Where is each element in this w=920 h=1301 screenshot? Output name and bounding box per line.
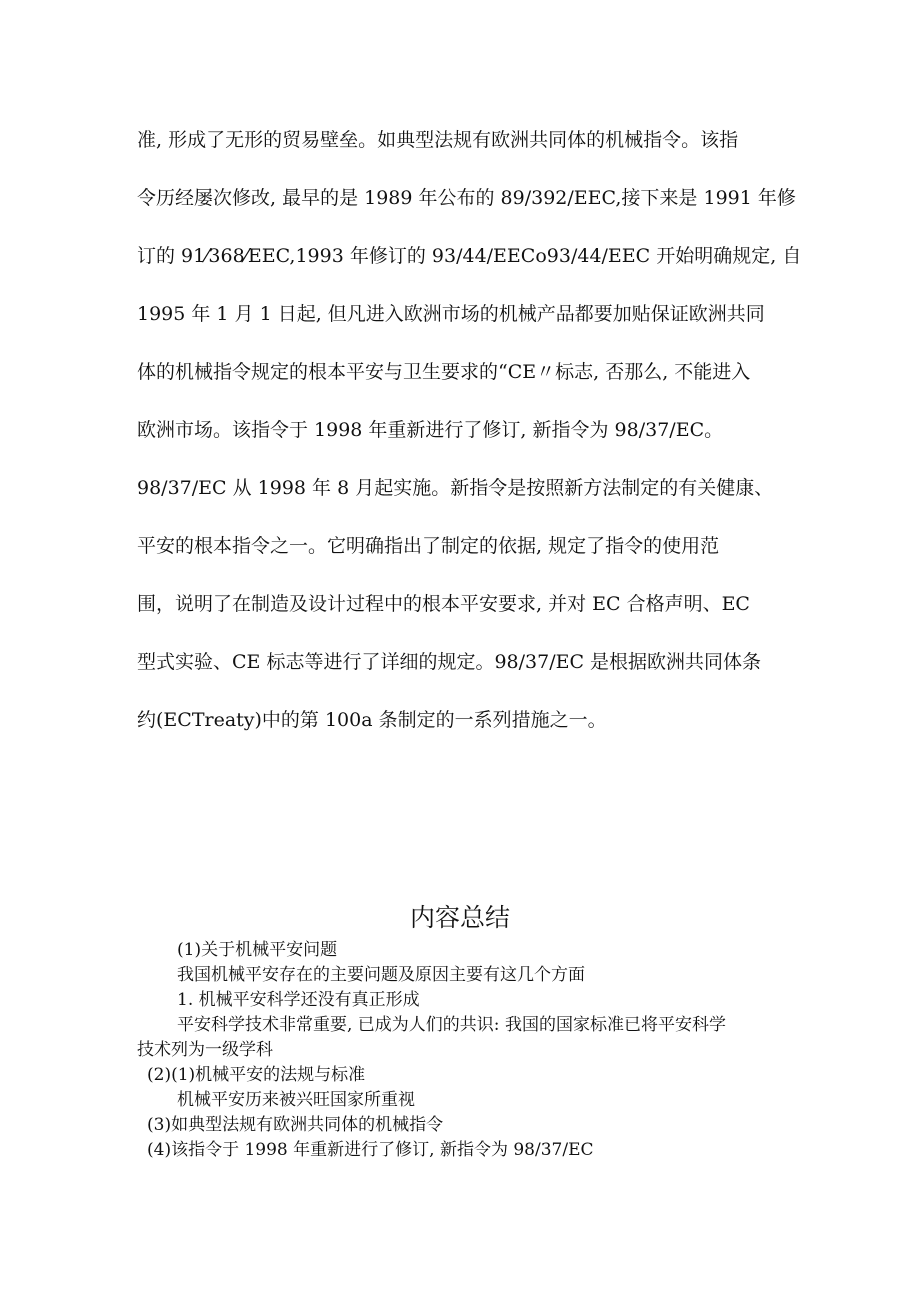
summary-item: 技术列为一级学科	[137, 1040, 273, 1060]
summary-section	[137, 938, 787, 1163]
body-line: 约(ECTreaty)中的第 100a 条制定的一系列措施之一。	[137, 709, 607, 731]
body-paragraph	[137, 118, 802, 756]
body-line: 令历经屡次修改, 最早的是 1989 年公布的 89/392/EEC,接下来是 1991 年修	[137, 187, 796, 209]
body-line: 型式实验、CE 标志等进行了详细的规定。98/37/EC 是根据欧洲共同体条	[137, 651, 762, 673]
body-line: 平安的根本指令之一。它明确指出了制定的依据, 规定了指令的使用范	[137, 535, 720, 557]
body-line: 1995 年 1 月 1 日起, 但凡进入欧洲市场的机械产品都要加贴保证欧洲共同	[137, 303, 765, 325]
summary-item: (3)如典型法规有欧洲共同体的机械指令	[147, 1115, 444, 1135]
summary-item: (1)关于机械平安问题	[177, 940, 338, 960]
summary-item: (2)(1)机械平安的法规与标准	[147, 1065, 366, 1085]
body-line: 订的 91⁄368⁄EEC,1993 年修订的 93/44/EECo93/44/EEC 开始明确规定, 自	[137, 245, 802, 267]
summary-item: 机械平安历来被兴旺国家所重视	[177, 1090, 415, 1110]
summary-item: 1. 机械平安科学还没有真正形成	[177, 990, 420, 1010]
summary-item: 平安科学技术非常重要, 已成为人们的共识: 我国的国家标准已将平安科学	[177, 1015, 726, 1035]
summary-item: 我国机械平安存在的主要问题及原因主要有这几个方面	[177, 965, 585, 985]
body-line: 欧洲市场。该指令于 1998 年重新进行了修订, 新指令为 98/37/EC。	[137, 419, 724, 441]
summary-title: 内容总结	[409, 903, 510, 932]
body-line: 准, 形成了无形的贸易壁垒。如典型法规有欧洲共同体的机械指令。该指	[137, 129, 739, 151]
summary-item: (4)该指令于 1998 年重新进行了修订, 新指令为 98/37/EC	[147, 1140, 594, 1160]
body-line: 体的机械指令规定的根本平安与卫生要求的“CE〃标志, 否那么, 不能进入	[137, 361, 751, 383]
body-line: 围，说明了在制造及设计过程中的根本平安要求, 并对 EC 合格声明、EC	[137, 593, 750, 615]
body-line: 98/37/EC 从 1998 年 8 月起实施。新指令是按照新方法制定的有关健康、	[137, 477, 774, 499]
